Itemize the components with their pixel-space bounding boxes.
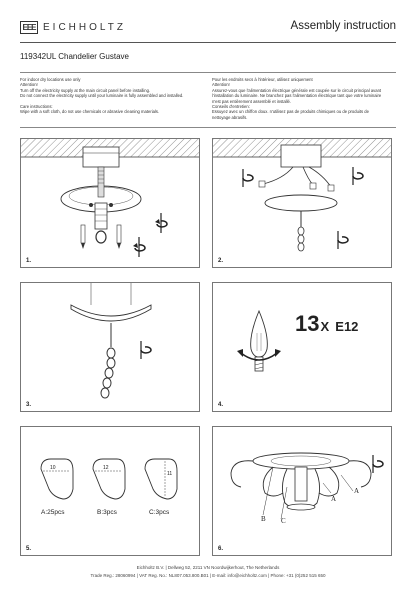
step-number: 3. <box>26 402 32 408</box>
bulb-count-x: X <box>320 319 330 334</box>
logo-mark: EEE <box>20 21 38 34</box>
arm-b-count: B:3pcs <box>97 509 117 516</box>
dimension-label: 10 <box>50 465 56 471</box>
step-1-panel <box>20 138 200 268</box>
step-6-panel <box>212 426 392 556</box>
instruction-line: Attention! <box>212 82 230 88</box>
chain-hook-diagram <box>21 283 200 412</box>
divider <box>20 127 396 128</box>
footer-registration: Trade Reg.: 28060994 | VAT Reg. No.: NL807.053.800.B01 | E-mail: info@eichholtz.com | Phone: +31 (0)252 515 650 <box>90 573 326 578</box>
step-number: 1. <box>26 258 32 264</box>
dimension-label: 12 <box>103 465 109 471</box>
instruction-line: Essuyez avec un chiffon doux. n'utilisez pas de produits chimiques ou de produits de <box>212 109 369 115</box>
step-number: 5. <box>26 546 32 552</box>
instructions-english <box>20 77 200 114</box>
arm-c-count: C:3pcs <box>149 509 170 516</box>
product-title: 119342UL Chandelier Gustave <box>20 52 129 61</box>
page-header <box>20 18 396 40</box>
brand-logo <box>20 21 126 34</box>
instruction-line: Attention! <box>20 82 38 88</box>
arms-parts-diagram <box>21 427 200 556</box>
instruction-line: nettoyage abrasifs. <box>212 114 248 120</box>
part-label-c: C <box>281 517 286 525</box>
part-label-a: A <box>331 495 337 503</box>
ceiling-plate-diagram <box>21 139 200 268</box>
bulb-diagram <box>213 283 392 412</box>
brand-name: EICHHOLTZ <box>43 22 126 33</box>
instruction-line: Pour les endroits secs à l'intérieur, utilisez uniquement <box>212 77 313 82</box>
bulb-type: E12 <box>335 319 359 334</box>
step-2-panel <box>212 138 392 268</box>
step-number: 6. <box>218 546 224 552</box>
header-divider <box>20 42 396 43</box>
bulb-quantity <box>295 311 358 337</box>
bulb-count-number: 13 <box>295 311 320 336</box>
instruction-line: Wipe with a soft cloth, do not use chemicals or abrasive cleaning materials. <box>20 109 160 115</box>
chandelier-assembly-diagram <box>213 427 392 556</box>
wiring-diagram <box>213 139 392 268</box>
part-label-a: A <box>354 487 360 495</box>
instruction-line: For indoor dry locations use only <box>20 77 81 82</box>
footer-address: Eichholtz B.V. | Dellweg 52, 2211 VN Noordwijkerhout, The Netherlands <box>136 565 280 570</box>
instruction-line: n'est pas entièrement assemblé et installé. <box>212 98 292 104</box>
instruction-line: Turn off the electricity supply at the main circuit panel before installing. <box>20 87 151 93</box>
instruction-line: Care instructions: <box>20 103 53 109</box>
part-label-b: B <box>261 515 266 523</box>
step-3-panel <box>20 282 200 412</box>
instructions-french <box>212 77 392 120</box>
dimension-label: 11 <box>167 471 173 477</box>
instruction-line: l'installation du luminaire. Ne branchez pas l'alimentation électrique tant que votre luminaire <box>212 93 382 99</box>
instruction-line: Assurez-vous que l'alimentation électrique générale est coupée sur le circuit principal avant <box>212 87 382 93</box>
instruction-line: Conseils d'entretien: <box>212 104 250 110</box>
arm-a-count: A:25pcs <box>41 509 65 516</box>
step-4-panel <box>212 282 392 412</box>
divider <box>20 72 396 73</box>
step-5-panel <box>20 426 200 556</box>
document-title: Assembly instruction <box>290 20 396 32</box>
step-number: 2. <box>218 258 224 264</box>
step-number: 4. <box>218 402 224 408</box>
instruction-line: Do not connect the electricity supply until your luminaire is fully assembled and installed. <box>20 93 184 99</box>
